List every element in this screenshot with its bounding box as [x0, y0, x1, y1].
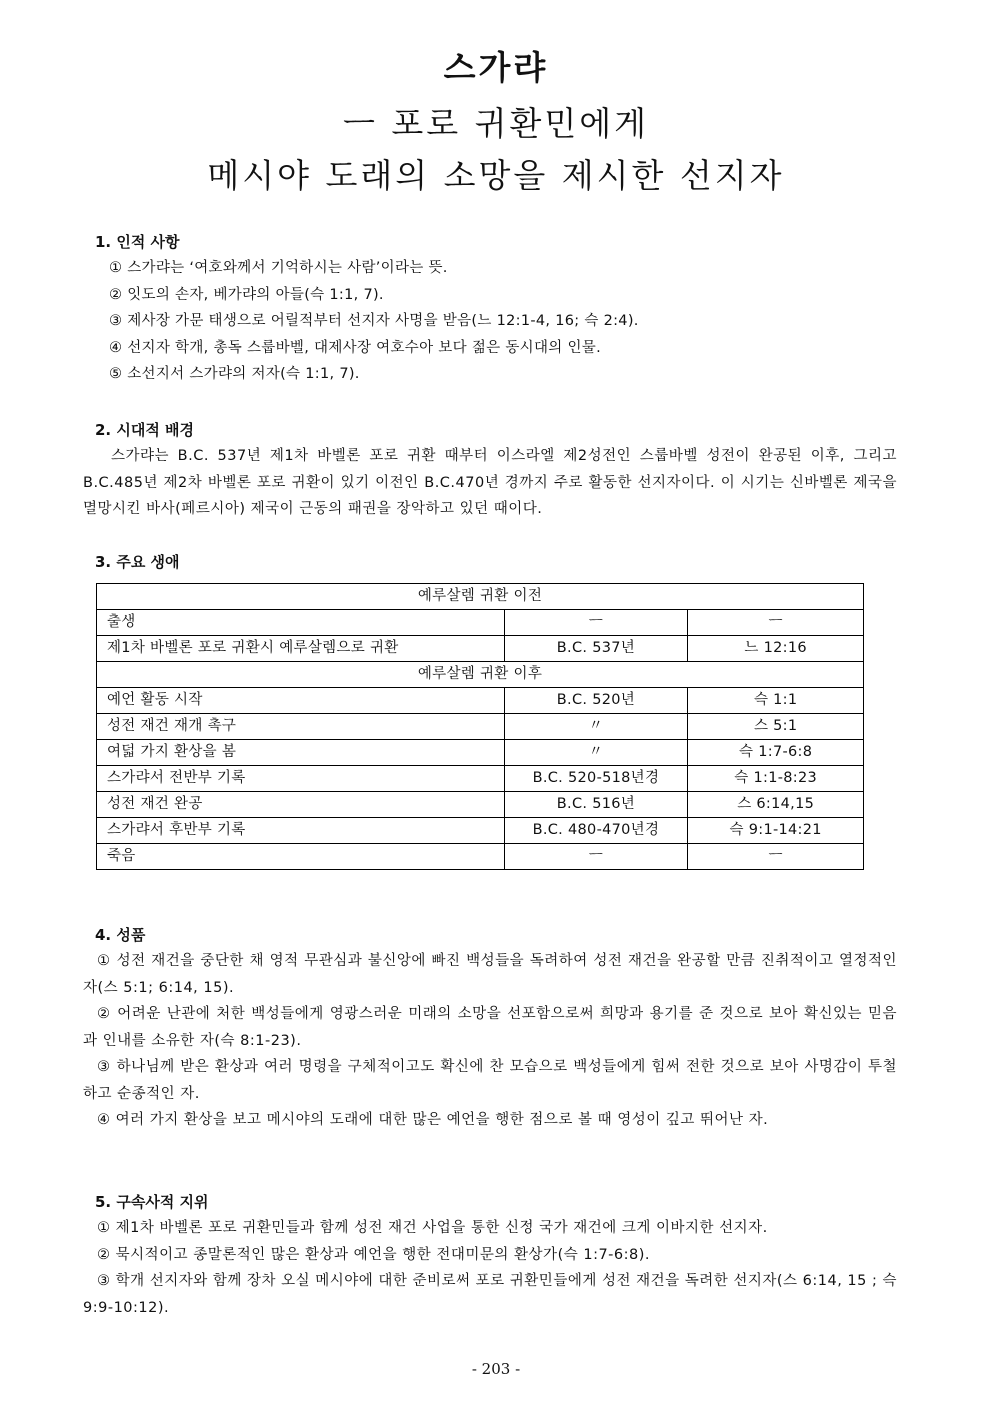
event-cell: 성전 재건 완공 — [97, 792, 505, 818]
table-row — [97, 636, 864, 662]
event-cell: 예언 활동 시작 — [97, 688, 505, 714]
ref-cell: 슥 9:1-14:21 — [688, 818, 864, 844]
date-cell: ㅡ — [504, 844, 688, 870]
event-cell: 죽음 — [97, 844, 505, 870]
section-heading: 1. 인적 사항 — [95, 233, 180, 251]
paragraph: ② 어려운 난관에 처한 백성들에게 영광스러운 미래의 소망을 선포함으로써 희망과 용기를 준 것으로 보아 확신있는 믿음과 인내를 소유한 자(슥 8:1-23). — [83, 1006, 897, 1049]
date-cell: B.C. 520년 — [504, 688, 688, 714]
event-cell: 제1차 바벨론 포로 귀환시 예루살렘으로 귀환 — [97, 636, 505, 662]
paragraph: 스가랴는 B.C. 537년 제1차 바벨론 포로 귀환 때부터 이스라엘 제2성전인 스룹바벨 성전이 완공된 이후, 그리고 B.C.485년 제2차 바벨론 포로 귀환이 있기 이전인 B.C.470년 경까지 주로 활동한 선지자이다. 이 시기는 신바벨론 제국을 멸망시킨 바사(페르시아) 제국이 근동의 패권을 장악하고 있던 때이다. — [83, 448, 897, 517]
list-item: ① 스가랴는 ‘여호와께서 기억하시는 사람’이라는 뜻. — [109, 260, 448, 276]
table-group-header: 예루살렘 귀환 이후 — [97, 662, 864, 688]
life-timeline-table — [96, 583, 864, 870]
ref-cell: 슥 1:7-6:8 — [688, 740, 864, 766]
section-personal-info — [95, 229, 897, 388]
section-heading: 4. 성품 — [95, 926, 146, 944]
table-row — [97, 740, 864, 766]
list-item: ② 잇도의 손자, 베가랴의 아들(슥 1:1, 7). — [109, 286, 384, 303]
date-cell: B.C. 480-470년경 — [504, 818, 688, 844]
section-life — [95, 549, 897, 575]
date-cell: B.C. 516년 — [504, 792, 688, 818]
document-title: 스가랴 — [443, 48, 549, 87]
event-cell: 출생 — [97, 610, 505, 636]
table-group-header: 예루살렘 귀환 이전 — [97, 584, 864, 610]
ref-cell: ㅡ — [688, 610, 864, 636]
document-subtitle-2: 메시야 도래의 소망을 제시한 선지자 — [207, 156, 785, 195]
ref-cell: 느 12:16 — [688, 636, 864, 662]
date-cell: B.C. 537년 — [504, 636, 688, 662]
event-cell: 스가랴서 전반부 기록 — [97, 766, 505, 792]
table-row — [97, 792, 864, 818]
list-item: ③ 제사장 가문 태생으로 어릴적부터 선지자 사명을 받음(느 12:1-4, 16; 슥 2:4). — [109, 313, 639, 329]
paragraph: ③ 하나님께 받은 환상과 여러 명령을 구체적이고도 확신에 찬 모습으로 백성들에게 힘써 전한 것으로 보아 사명감이 투철하고 순종적인 자. — [83, 1059, 897, 1102]
table-row — [97, 818, 864, 844]
ref-cell: 스 5:1 — [688, 714, 864, 740]
section-heading: 3. 주요 생애 — [95, 553, 180, 571]
event-cell: 여덟 가지 환상을 봄 — [97, 740, 505, 766]
paragraph: ② 묵시적이고 종말론적인 많은 환상과 예언을 행한 전대미문의 환상가(슥 1:7-6:8). — [97, 1246, 651, 1263]
date-cell: 〃 — [504, 714, 688, 740]
date-cell: ㅡ — [504, 610, 688, 636]
ref-cell: 슥 1:1 — [688, 688, 864, 714]
ref-cell: 슥 1:1-8:23 — [688, 766, 864, 792]
section-character — [83, 922, 897, 1134]
section-heading: 2. 시대적 배경 — [95, 421, 195, 439]
paragraph: ③ 학개 선지자와 함께 장차 오실 메시야에 대한 준비로써 포로 귀환민들에게 성전 재건을 독려한 선지자(스 6:14, 15 ; 슥 9:9-10:12). — [83, 1273, 897, 1316]
paragraph: ① 제1차 바벨론 포로 귀환민들과 함께 성전 재건 사업을 통한 신정 국가 재건에 크게 이바지한 선지자. — [97, 1220, 768, 1236]
table-row — [97, 688, 864, 714]
document-subtitle-1: ㅡ 포로 귀환민에게 — [342, 104, 649, 143]
section-redemptive-role — [83, 1189, 897, 1321]
paragraph: ④ 여러 가지 환상을 보고 메시야의 도래에 대한 많은 예언을 행한 점으로 볼 때 영성이 깊고 뛰어난 자. — [97, 1112, 769, 1128]
table-row — [97, 714, 864, 740]
table-row — [97, 844, 864, 870]
paragraph: ① 성전 재건을 중단한 채 영적 무관심과 불신앙에 빠진 백성들을 독려하여 성전 재건을 완공할 만큼 진취적이고 열정적인 자(스 5:1; 6:14, 15). — [83, 953, 897, 996]
section-heading: 5. 구속사적 지위 — [95, 1193, 209, 1211]
event-cell: 스가랴서 후반부 기록 — [97, 818, 505, 844]
table-row — [97, 610, 864, 636]
page-number: - 203 - — [471, 1360, 521, 1378]
ref-cell: ㅡ — [688, 844, 864, 870]
list-item: ④ 선지자 학개, 총독 스룹바벨, 대제사장 여호수아 보다 젊은 동시대의 인물. — [109, 339, 602, 356]
date-cell: 〃 — [504, 740, 688, 766]
event-cell: 성전 재건 재개 촉구 — [97, 714, 505, 740]
ref-cell: 스 6:14,15 — [688, 792, 864, 818]
list-item: ⑤ 소선지서 스가랴의 저자(슥 1:1, 7). — [109, 366, 360, 382]
date-cell: B.C. 520-518년경 — [504, 766, 688, 792]
section-background — [83, 417, 897, 523]
table-row — [97, 766, 864, 792]
